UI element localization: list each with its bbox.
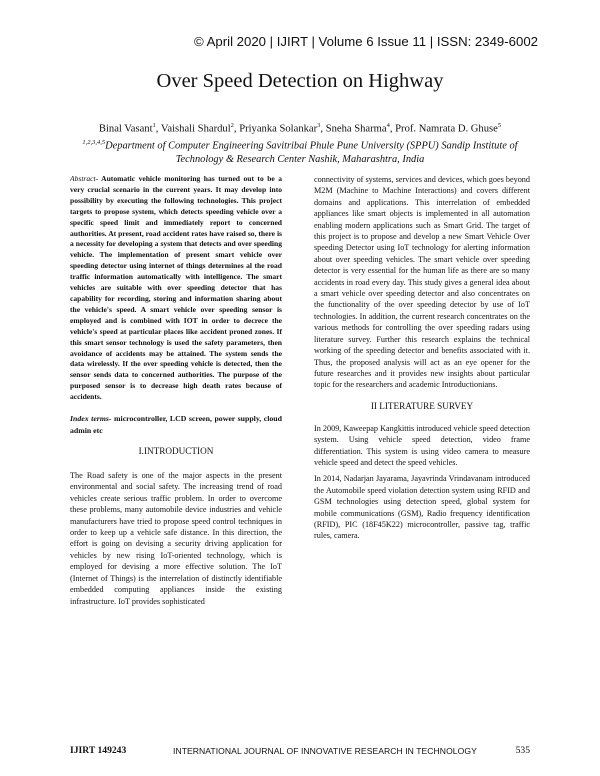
- author-sup: 5: [497, 122, 502, 129]
- affiliation-line: Department of Computer Engineering Savitribai Phule Pune University (SPPU) Sandip Institute of: [105, 140, 518, 152]
- affiliation-sup: 1,2,3,4,5: [82, 139, 106, 146]
- abstract-text: Automatic vehicle monitoring has turned out to be a very crucial scenario in the current years. It may develop into possibility by executing the following technologies. This project targets to propose system, which detects speeding vehicle over a specific speed limit and immediately report to concerned authorities. At present, road accident rates have raised so, there is a necessity for developing a system that detects and over speeding vehicle. The implementation of present smart vehicle over speeding detector using internet of things determines al the road traffic information automatically with intelligence. The smart vehicles are suitable with over speeding detector that has capability for recording, storing and information sharing about the vehicle's speed. A smart vehicle over speeding sensor is employed and is combined with IOT in order to decrece the vehicle's speed at particular places like accident proned zones. If this smart sensor technology is used the safety parameters, then avoidance of accidents may be attained. The system sends the data wirelessly. If the over speeding vehicle is detected, then the sensor sends data to concerned authorities. The purpose of the purposed sensor is to decrease high death rates because of accidents.: [70, 174, 282, 402]
- paper-title: Over Speed Detection on Highway: [156, 70, 444, 92]
- section-heading-literature-survey: II LITERATURE SURVEY: [370, 400, 474, 411]
- introduction-text: The Road safety is one of the major aspects in the present environmental and social safety. The increasing trend of road vehicles create serious traffic problem. In order to overcome these problems, many automobile device industries and vehicle manufacturers have tried to propose speed control techniques in order to keep up a vehicle safe distance. In this direction, the effort is going on devising a security driving application for vehicles by new rising IoT-oriented technology, which is employed for devising a more effective solution. The IoT (Internet of Things) is the interrelation of distinctly identifiable embedded computing appliances inside the existing infrastructure. IoT provides sophisticated: [70, 471, 282, 606]
- author-name: Sneha Sharma: [325, 123, 387, 135]
- footer-article-id: IJIRT 149243: [70, 745, 127, 756]
- author-name: Priyanka Solankar: [239, 123, 318, 135]
- author-sup: 1: [152, 122, 156, 129]
- page-number: 535: [515, 745, 530, 756]
- left-column: [70, 174, 282, 607]
- right-column: [314, 174, 530, 542]
- author-name: Binal Vasant: [98, 123, 153, 135]
- author-name: Prof. Namrata D. Ghuse: [395, 123, 498, 135]
- affiliation-line: Technology & Research Center Nashik, Maharashtra, India: [175, 154, 425, 166]
- literature-paragraph: In 2014, Nadarjan Jayarama, Jayavrinda Vrindavanam introduced the Automobile speed violation detection system using RFID and GSM technologies using detection speed, global system for mobile communications (GSM), Radio frequency identification (RFID), PIC (18F45K22) microcontroller, passive tag, traffic rules, camera.: [314, 474, 530, 541]
- introduction-continuation: connectivity of systems, services and devices, which goes beyond M2M (Machine to Machine Interactions) and covers different domains and applications. This interrelation of embedded appliances like smart objects is implemented in all automation enabling modern applications such as Smart Grid. The target of this project is to propose and develop a new Smart Vehicle Over speeding Detector using IoT technology for alerting information about over speeding vehicles. The smart vehicle over speeding detector is very essential for the human life as there are so many accidents in road every day. This study gives a general idea about a smart vehicle over speeding detector and also concentrates on the functionality of the over speeding detector by use of IoT technologies. In addition, the current research concentrates on the various methods for controlling the over speeding radars using literature survey. Further this research explains the technical working of the speeding detector and benefits associated with it. Thus, the proposed analysis will act as an eye opener for the future researches and it provides new insights about particular topic for the researchers and academic Introductionians.: [314, 175, 530, 390]
- journal-banner: © April 2020 | IJIRT | Volume 6 Issue 11 | ISSN: 2349-6002: [193, 34, 538, 49]
- literature-paragraph: In 2009, Kaweepap Kangkittis introduced vehicle speed detection system. Using vehicle speed detection, video frame differentiation. This system is using video camera to measure vehicle speed and detect the speed vehicles.: [314, 423, 530, 467]
- author-sup: 3: [317, 122, 321, 129]
- author-sup: 4: [386, 122, 390, 129]
- affiliation: [0, 136, 600, 167]
- author-name: Vaishali Shardul: [160, 123, 231, 135]
- abstract-label: Abstract-: [70, 174, 99, 183]
- index-terms-text: microcontroller, LCD screen, power supply, cloud admin etc: [70, 414, 282, 435]
- abstract: [70, 174, 282, 403]
- author-list: Binal Vasant$^1$, Vaishali Shardul$^2$, Priyanka Solankar$^3$, Sneha Sharma$^4$, Prof. Namrata D. Ghuse$^5$: [98, 122, 502, 135]
- index-terms-label: Index terms-: [70, 414, 112, 424]
- author-sup: 2: [230, 122, 234, 129]
- index-terms: [70, 413, 282, 436]
- footer-journal-name: INTERNATIONAL JOURNAL OF INNOVATIVE RESEARCH IN TECHNOLOGY: [173, 746, 477, 756]
- section-heading-introduction: I.INTRODUCTION: [138, 446, 214, 457]
